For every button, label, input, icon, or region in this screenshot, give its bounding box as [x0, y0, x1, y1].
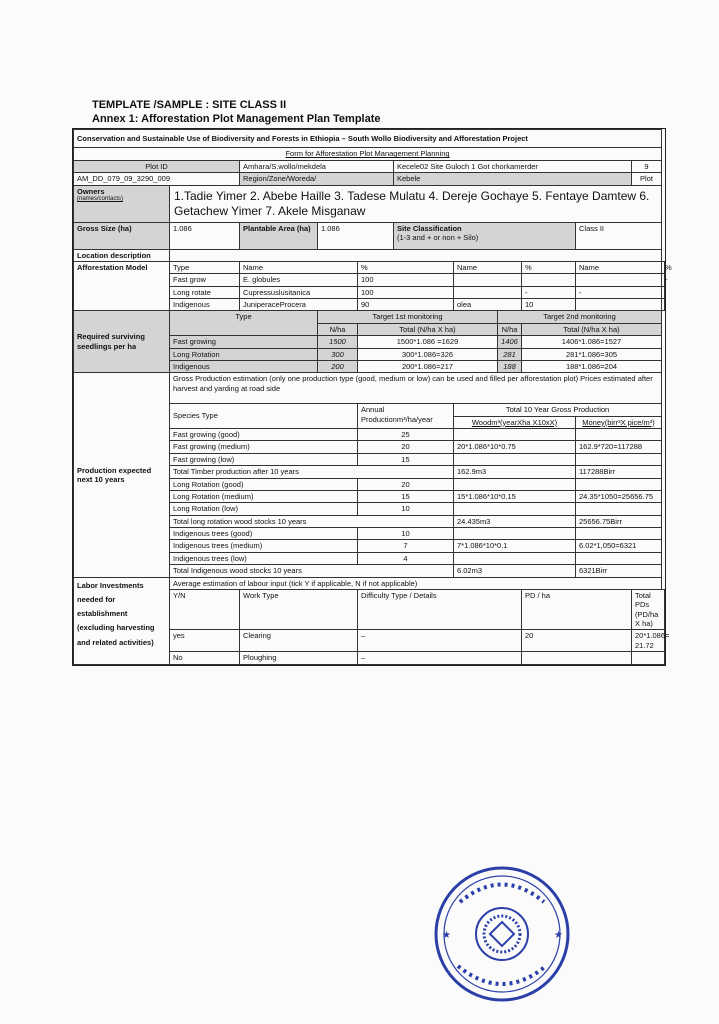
production-cell [576, 503, 662, 515]
production-cell: 162.9*720=117288 [576, 441, 662, 453]
production-cell: 7*1.086*10*0.1 [454, 540, 576, 552]
labor-note: Average estimation of labour input (tick Y if applicable, N if not applicable) [170, 577, 662, 589]
plot-label: Plot [632, 173, 662, 185]
production-cell: 24.35*1050=25656.75 [576, 490, 662, 502]
seedling-cell: 1500 [318, 336, 358, 348]
seedling-cell: 281 [498, 348, 522, 360]
labor-cell: Ploughing [240, 652, 358, 664]
owners-sublabel: (names/contacts) [77, 195, 124, 202]
model-cell: 90 [358, 299, 454, 311]
seedling-cell: 300 [318, 348, 358, 360]
model-cell: Fast grow [170, 274, 240, 286]
production-cell: Indigenous trees (good) [170, 528, 358, 540]
model-cell: 100 [358, 286, 454, 298]
production-cell: 24.435m3 [454, 515, 576, 527]
production-cell: Indigenous trees (low) [170, 552, 358, 564]
model-header: % [358, 261, 454, 273]
production-cell: 4 [358, 552, 454, 564]
labor-header: Total PDs (PD/ha X ha) [632, 589, 665, 630]
form-title: Form for Afforestation Plot Management Planning [74, 148, 662, 160]
target1-header: Target 1st monitoring [318, 311, 498, 323]
total-header: Total (N/ha X ha) [358, 323, 498, 335]
labor-header: Difficulty Type / Details [358, 589, 522, 630]
annex-title: Annex 1: Afforestation Plot Management Plan Template [92, 113, 381, 125]
seedling-cell: 1500*1.086 =1629 [358, 336, 498, 348]
production-cell: Fast growing (low) [170, 453, 358, 465]
labor-cell: 20*1.086= 21.72 [632, 630, 665, 652]
labor-cell [632, 652, 665, 664]
production-cell [454, 429, 576, 441]
labor-label: Labor Investments needed for establishment (excluding harvesting and related activities) [74, 577, 170, 664]
stamp-outer-ring [436, 868, 568, 1000]
production-cell: 10 [358, 503, 454, 515]
production-cell [454, 478, 576, 490]
seedling-cell: 281*1.086=305 [522, 348, 662, 360]
production-cell [454, 453, 576, 465]
labor-cell [522, 652, 632, 664]
seedling-cell: Long Rotation [170, 348, 318, 360]
model-cell [662, 286, 665, 298]
seedling-cell: Indigenous [170, 360, 318, 372]
production-cell: 25656.75Birr [576, 515, 662, 527]
gross-size-value: 1.086 [170, 222, 240, 249]
model-header: % [522, 261, 576, 273]
nha-header: N/ha [318, 323, 358, 335]
production-cell: 117288Birr [576, 466, 662, 478]
production-cell: 25 [358, 429, 454, 441]
production-cell: Long Rotation (medium) [170, 490, 358, 502]
seedling-cell: 200 [318, 360, 358, 372]
production-cell: 6.02m3 [454, 565, 576, 577]
plan-form [72, 128, 672, 666]
production-cell: 6.02*1,050=6321 [576, 540, 662, 552]
model-header: Name [454, 261, 522, 273]
production-note: Gross Production estimation (only one production type (good, medium or low) can be used and filled per afforestation plot) Prices estimated after harvest and yarding at road side [170, 373, 662, 404]
model-cell [576, 299, 662, 311]
model-label: Afforestation Model [74, 261, 170, 311]
production-cell: 15*1.086*10*0.15 [454, 490, 576, 502]
model-cell: JuniperaceProcera [240, 299, 358, 311]
model-cell: - [662, 274, 665, 286]
species-type-header: Species Type [170, 404, 358, 429]
model-cell [454, 286, 522, 298]
seedling-cell: 300*1.086=326 [358, 348, 498, 360]
production-cell: Indigenous trees (medium) [170, 540, 358, 552]
site-class-sub: (1-3 and + or non + Silo) [397, 232, 479, 242]
seedling-cell: 1406 [498, 336, 522, 348]
plot-number: 9 [632, 160, 662, 172]
production-cell: 15 [358, 453, 454, 465]
stamp-text-arc [458, 966, 546, 984]
production-cell: 20*1.086*10*0.75 [454, 441, 576, 453]
production-cell: Total long rotation wood stocks 10 years [170, 515, 454, 527]
production-cell [576, 453, 662, 465]
stamp-inner-ring [444, 876, 560, 992]
kebele-value: Kecele02 Site Guloch 1 Got chorkamerder [394, 160, 632, 172]
annual-header: Annual Productionm³/ha/year [358, 404, 454, 429]
plantable-label: Plantable Area (ha) [240, 222, 318, 249]
gross-size-label: Gross Size (ha) [74, 222, 170, 249]
plot-id-value: AM_DD_079_09_3290_009 [74, 173, 240, 185]
target2-header: Target 2nd monitoring [498, 311, 662, 323]
production-cell: Fast growing (medium) [170, 441, 358, 453]
labor-cell: Clearing [240, 630, 358, 652]
production-cell: Total Indigenous wood stocks 10 years [170, 565, 454, 577]
seedling-cell: 1406*1.086=1527 [522, 336, 662, 348]
kebele-label: Kebele [394, 173, 632, 185]
labor-header: Work Type [240, 589, 358, 630]
seedling-cell: Fast growing [170, 336, 318, 348]
production-cell: 20 [358, 441, 454, 453]
seedling-cell: 188*1.086=204 [522, 360, 662, 372]
labor-cell: yes [170, 630, 240, 652]
stamp-emblem-star [490, 922, 514, 946]
region-value: Amhara/S.wollo/mekdela [240, 160, 394, 172]
model-cell [454, 274, 522, 286]
money-header: Money(birr³X pice/m³) [576, 416, 662, 428]
production-cell: Fast growing (good) [170, 429, 358, 441]
labor-header: PD / ha [522, 589, 632, 630]
production-cell [576, 552, 662, 564]
official-stamp [430, 862, 575, 1007]
location-label: Location description [74, 249, 170, 261]
labor-cell: 20 [522, 630, 632, 652]
model-cell [576, 274, 662, 286]
stamp-star-icon: ★ [442, 930, 451, 941]
model-header: Name [576, 261, 662, 273]
site-class-value: Class II [576, 222, 662, 249]
model-cell [662, 299, 665, 311]
plantable-value: 1.086 [318, 222, 394, 249]
wood-header: Woodm³(yearXha X10xX) [454, 416, 576, 428]
production-cell: 15 [358, 490, 454, 502]
owners-label: Owners [77, 186, 105, 196]
model-cell: - [576, 286, 662, 298]
owners-value: 1.Tadie Yimer 2. Abebe Haille 3. Tadese Mulatu 4. Dereje Gochaye 5. Fentaye Damtew 6. Getachew Yimer 7. Akele Misganaw [170, 185, 662, 222]
site-class-label: Site Classification [397, 223, 462, 233]
seedlings-label: Required surviving seedlings per ha [74, 311, 170, 373]
template-title: TEMPLATE /SAMPLE : SITE CLASS II [92, 99, 287, 111]
model-cell: - [522, 286, 576, 298]
model-cell: Long rotate [170, 286, 240, 298]
production-cell: Long Rotation (good) [170, 478, 358, 490]
stamp-star-icon: ★ [554, 930, 563, 941]
production-cell: Total Timber production after 10 years [170, 466, 454, 478]
model-cell: Indigenous [170, 299, 240, 311]
production-cell: Long Rotation (low) [170, 503, 358, 515]
production-cell [454, 552, 576, 564]
production-cell: 162.9m3 [454, 466, 576, 478]
model-cell: Cupressuslusitanica [240, 286, 358, 298]
production-cell: 6321Birr [576, 565, 662, 577]
type-header: Type [170, 311, 318, 336]
nha-header: N/ha [498, 323, 522, 335]
production-cell [576, 528, 662, 540]
seedling-cell: 200*1.086=217 [358, 360, 498, 372]
project-title: Conservation and Sustainable Use of Biodiversity and Forests in Ethiopia – South Wollo Biodiversity and Afforestation Project [74, 130, 662, 148]
model-header: % [662, 261, 665, 273]
production-label: Production expected next 10 years [74, 373, 170, 577]
plot-id-label: Plot ID [74, 160, 240, 172]
labor-cell: No [170, 652, 240, 664]
labor-cell: – [358, 630, 522, 652]
seedling-cell: 188 [498, 360, 522, 372]
total-header: Total (N/ha X ha) [522, 323, 662, 335]
production-cell: 20 [358, 478, 454, 490]
model-header: Name [240, 261, 358, 273]
model-cell: 10 [522, 299, 576, 311]
model-header: Type [170, 261, 240, 273]
region-label: Region/Zone/Woreda/ [240, 173, 394, 185]
production-cell [576, 478, 662, 490]
model-cell: 100 [358, 274, 454, 286]
model-cell: olea [454, 299, 522, 311]
stamp-text-arc [460, 885, 544, 903]
total10-header: Total 10 Year Gross Production [454, 404, 662, 416]
production-cell: 10 [358, 528, 454, 540]
production-cell [454, 528, 576, 540]
labor-header: Y/N [170, 589, 240, 630]
model-cell [522, 274, 576, 286]
production-cell [454, 503, 576, 515]
production-cell: 7 [358, 540, 454, 552]
labor-cell: – [358, 652, 522, 664]
model-cell: E. globules [240, 274, 358, 286]
production-cell [576, 429, 662, 441]
